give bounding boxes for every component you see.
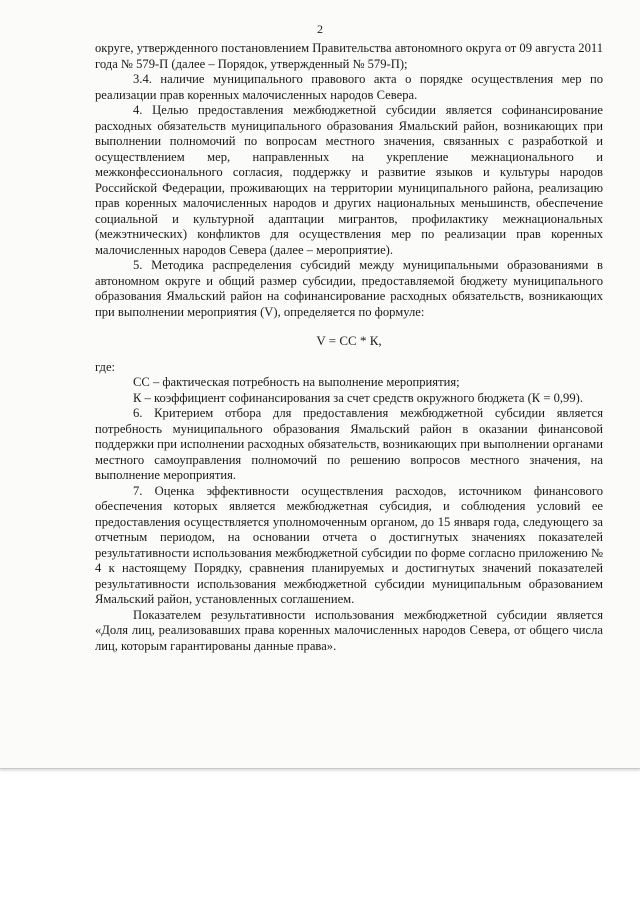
definition-cc: СС – фактическая потребность на выполнение мероприятия; <box>133 375 460 389</box>
formula: V = СС * К, <box>316 333 382 348</box>
paragraph-3-4: 3.4. наличие муниципального правового акта о порядке осуществления мер по реализации прав коренных малочисленных народов Севера. <box>95 72 603 102</box>
paragraph-7: 7. Оценка эффективности осуществления расходов, источником финансового обеспечения которых является межбюджетная субсидия, и соблюдения условий ее предоставления осуществляется уполномоченным органом, до 15 января года, следующего за отчетным периодом, на основании отчета о достигнутых значениях показателей результативности использования межбюджетной субсидии по форме согласно приложению № 4 к настоящему Порядку, сравнения планируемых и достигнутых значений показателей результативности использования межбюджетной субсидии муниципальным образованием Ямальский район, установленных соглашением. <box>95 483 603 606</box>
paragraph-6: 6. Критерием отбора для предоставления межбюджетной субсидии является потребность муниципального образования Ямальский район в оказании финансовой поддержки при исполнении расходных обязательств, возникающих при выполнении органами местного самоуправления полномочий по решению вопросов местного значения, на выполнение мероприятия. <box>95 406 603 482</box>
page-number: 2 <box>317 22 323 36</box>
paragraph-indicator: Показателем результативности использования межбюджетной субсидии является «Доля лиц, реализовавших права коренных малочисленных народов Севера, от общего числа лиц, которым гарантированы данные права». <box>95 607 603 653</box>
paragraph-5: 5. Методика распределения субсидий между муниципальными образованиями в автономном округе и общий размер субсидии, предоставляемой бюджету муниципального образования Ямальский район на софинансирование расходных обязательств, возникающих при выполнении мероприятия (V), определяется по формуле: <box>95 258 603 319</box>
document-body <box>95 41 603 654</box>
paragraph-continuation: округе, утвержденного постановлением Правительства автономного округа от 09 августа 2011 года № 579-П (далее – Порядок, утвержденный № 579-П); <box>95 41 603 71</box>
definition-k: К – коэффициент софинансирования за счет средств окружного бюджета (К = 0,99). <box>133 390 583 405</box>
paragraph-4: 4. Целью предоставления межбюджетной субсидии является софинансирование расходных обязательств муниципального образования Ямальский район, возникающих при выполнении полномочий по вопросам местного значения, связанных с разработкой и осуществлением мер, направленных на укрепление межнационального и межконфессионального согласия, поддержку и развитие языков и культуры народов Российской Федерации, проживающих на территории муниципального района, реализацию прав коренных малочисленных народов и других национальных меньшинств, обеспечение социальной и культурной адаптации мигрантов, профилактику межнациональных (межэтнических) конфликтов для осуществления мер по реализации прав коренных малочисленных народов Севера (далее – мероприятие). <box>95 103 603 257</box>
where-label: где: <box>95 359 116 374</box>
